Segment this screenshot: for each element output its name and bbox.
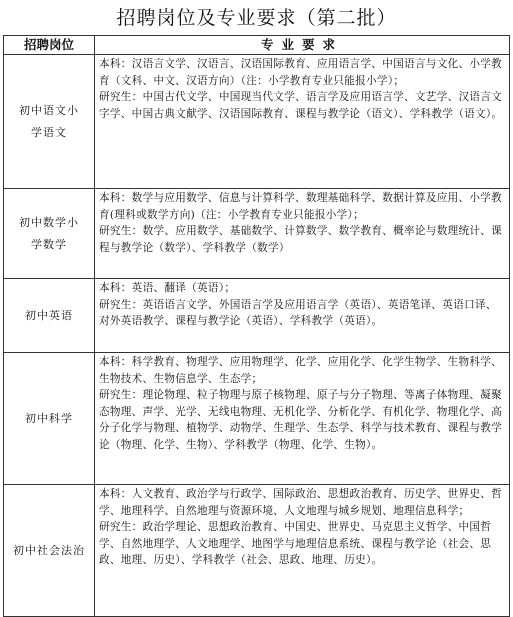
header-position: 招聘岗位: [4, 36, 95, 55]
graduate-majors: 研究生：数学、应用数学、基础数学、计算数学、数学教育、概率论与数理统计、课程与教学论（数学）、学科教学（数学）: [99, 225, 503, 254]
undergraduate-majors: 本科：汉语言文学、汉语言、汉语国际教育、应用语言学、中国语言与文化、小学教育（文科、中文、汉语方向）（注：小学教育专业只能报小学）；: [99, 58, 503, 87]
position-label: 初中社会法治: [13, 543, 85, 557]
undergraduate-majors: 本科：人文教育、政治学与行政学、国际政治、思想政治教育、历史学、世界史、哲学、地理科学、自然地理与资源环境、人文地理与城乡规划、地理信息科学；: [99, 488, 503, 517]
header-requirements: 专业要求: [95, 36, 510, 55]
requirements-cell: [95, 279, 510, 353]
table-row: [4, 485, 510, 617]
position-cell: [4, 485, 95, 617]
graduate-majors: 研究生：中国古代文学、中国现当代文学、语言学及应用语言学、文艺学、汉语言文字学、中国古典文献学、汉语国际教育、课程与教学论（语文）、学科教学（语文）。: [99, 91, 503, 120]
position-cell: [4, 55, 95, 189]
document-title: 招聘岗位及专业要求（第二批）: [116, 7, 397, 29]
graduate-majors: 研究生：理论物理、粒子物理与原子核物理、原子与分子物理、等离子体物理、凝聚态物理、声学、光学、无线电物理、无机化学、分析化学、有机化学、物理化学、高分子化学与物理、植物学、动物学、生理学、生态学、科学与技术教育、课程与教学论（物理、化学、生物）、学科教学（物理、化学、生物）。: [99, 389, 503, 451]
requirements-table: [3, 35, 510, 617]
graduate-majors: 研究生：政治学理论、思想政治教育、中国史、世界史、马克思主义哲学、中国哲学、自然地理学、人文地理学、地图学与地理信息系统、课程与教学论（社会、思政、地理、历史）、学科教学（社会、思政、地理、历史）。: [99, 521, 492, 567]
table-header-row: [4, 36, 510, 55]
position-cell: [4, 189, 95, 279]
position-label: 初中语文小学语文: [19, 103, 79, 139]
table-row: [4, 353, 510, 485]
undergraduate-majors: 本科：科学教育、物理学、应用物理学、化学、应用化学、化学生物学、生物科学、生物技术、生物信息学、生态学；: [99, 356, 503, 385]
position-label: 初中英语: [25, 308, 73, 322]
requirements-cell: [95, 353, 510, 485]
position-label: 初中数学小学数学: [19, 215, 79, 251]
table-row: [4, 55, 510, 189]
requirements-cell: [95, 485, 510, 617]
table-row: [4, 279, 510, 353]
position-cell: [4, 279, 95, 353]
undergraduate-majors: 本科：数学与应用数学、信息与计算科学、数理基础科学、数据计算及应用、小学教育(理科或数学方向)（注：小学教育专业只能报小学）；: [99, 192, 503, 221]
table-row: [4, 189, 510, 279]
requirements-cell: [95, 55, 510, 189]
position-label: 初中科学: [25, 411, 73, 425]
position-cell: [4, 353, 95, 485]
graduate-majors: 研究生：英语语言文学、外国语言学及应用语言学（英语）、英语笔译、英语口译、对外英语教学、课程与教学论（英语）、学科教学（英语）。: [99, 298, 497, 328]
requirements-cell: [95, 189, 510, 279]
undergraduate-majors: 本科：英语、翻译（英语）；: [99, 282, 236, 294]
